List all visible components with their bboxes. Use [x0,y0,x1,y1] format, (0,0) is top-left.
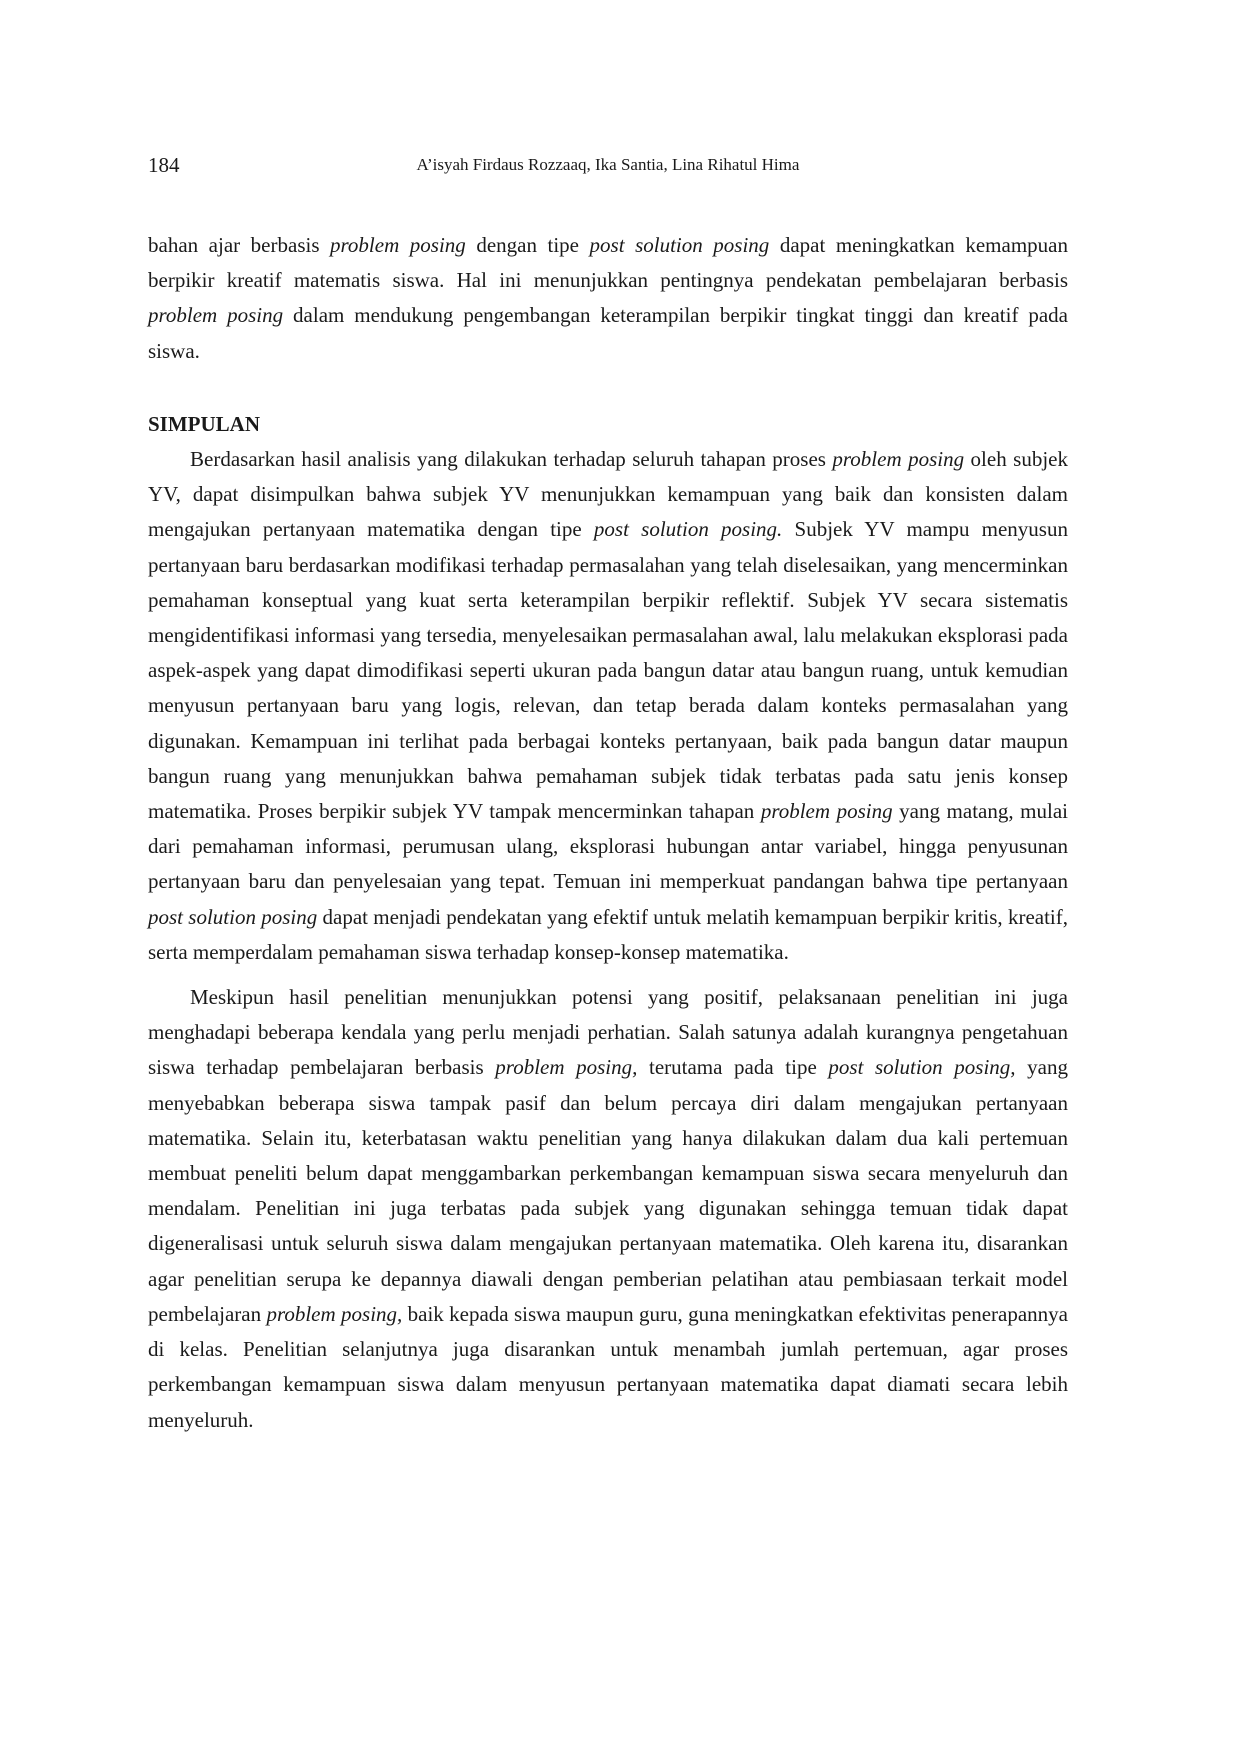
italic-term: problem posing, [495,1055,638,1080]
italic-term: problem posing [832,447,965,472]
italic-term: problem posing [760,799,893,824]
header-authors: A’isyah Firdaus Rozzaaq, Ika Santia, Lina Rihatul Hima [416,155,800,174]
text-run: yang menyebabkan beberapa siswa tampak pasif dan belum percaya diri dalam mengajukan pertanyaan matematika. Selain itu, keterbatasan waktu penelitian yang hanya dilakukan dalam dua kali pertemuan membuat peneliti belum dapat menggambarkan perkembangan kemampuan siswa secara menyeluruh dan mendalam. Penelitian ini juga terbatas pada subjek yang digunakan sehingga temuan tidak dapat digeneralisasi untuk seluruh siswa dalam mengajukan pertanyaan matematika. Oleh karena itu, disarankan agar penelitian serupa ke depannya diawali dengan pemberian pelatihan atau pembiasaan terkait model pembelajaran [148,1055,1068,1326]
text-run: dalam mendukung pengembangan keterampilan berpikir tingkat tinggi dan kreatif pada siswa. [148,303,1068,363]
text-run: terutama pada tipe [637,1055,829,1080]
section-heading-simpulan: SIMPULAN [148,411,261,436]
text-run: Subjek YV mampu menyusun pertanyaan baru berdasarkan modifikasi terhadap permasalahan yang telah diselesaikan, yang mencerminkan pemahaman konseptual yang kuat serta keterampilan berpikir reflektif. Subjek YV secara sistematis mengidentifikasi informasi yang tersedia, menyelesaikan permasalahan awal, lalu melakukan eksplorasi pada aspek-aspek yang dapat dimodifikasi seperti ukuran pada bangun datar atau bangun ruang, untuk kemudian menyusun pertanyaan baru yang logis, relevan, dan tetap berada dalam konteks permasalahan yang digunakan. Kemampuan ini terlihat pada berbagai konteks pertanyaan, baik pada bangun datar maupun bangun ruang yang menunjukkan bahwa pemahaman subjek tidak terbatas pada satu jenis konsep matematika. Proses berpikir subjek YV tampak mencerminkan tahapan [148,517,1068,824]
italic-term: problem posing [148,303,284,328]
text-run: oleh subjek YV, dapat disimpulkan bahwa subjek YV menunjukkan kemampuan yang baik dan konsisten dalam mengajukan pertanyaan matematika dengan tipe [148,447,1068,542]
text-run: yang matang, mulai dari pemahaman informasi, perumusan ulang, eksplorasi hubungan antar variabel, hingga penyusunan pertanyaan baru dan penyelesaian yang tepat. Temuan ini memperkuat pandangan bahwa tipe pertanyaan [148,799,1068,894]
text-run: dapat menjadi pendekatan yang efektif untuk melatih kemampuan berpikir kritis, kreatif, serta memperdalam pemahaman siswa terhadap konsep-konsep matematika. [148,904,1068,964]
text-run: Berdasarkan hasil analisis yang dilakukan terhadap seluruh tahapan proses [190,447,833,472]
italic-term: problem posing, [266,1301,403,1326]
italic-term: problem posing [330,233,466,257]
simpulan-paragraph-1 [148,442,1068,970]
continuation-paragraph [148,228,1068,369]
italic-term: post solution posing [148,904,318,929]
italic-term: post solution posing [589,233,770,257]
italic-term: post solution posing, [828,1055,1016,1080]
text-run: dapat meningkatkan kemampuan berpikir kreatif matematis siswa. Hal ini menunjukkan pentingnya pendekatan pembelajaran berbasis [148,233,1068,293]
italic-term: post solution posing. [593,517,783,542]
text-run: bahan ajar berbasis [148,233,331,257]
simpulan-paragraph-2 [148,980,1068,1438]
body-text [148,228,1068,1438]
text-run: dengan tipe [465,233,590,257]
page-number: 184 [148,153,180,177]
text-run: baik kepada siswa maupun guru, guna meningkatkan efektivitas penerapannya di kelas. Penelitian selanjutnya juga disarankan untuk menambah jumlah pertemuan, agar proses perkembangan kemampuan siswa dalam menyusun pertanyaan matematika dapat diamati secara lebih menyeluruh. [148,1301,1068,1432]
text-run: Meskipun hasil penelitian menunjukkan potensi yang positif, pelaksanaan penelitian ini juga menghadapi beberapa kendala yang perlu menjadi perhatian. Salah satunya adalah kurangnya pengetahuan siswa terhadap pembelajaran berbasis [148,985,1068,1080]
running-header [148,150,1068,180]
